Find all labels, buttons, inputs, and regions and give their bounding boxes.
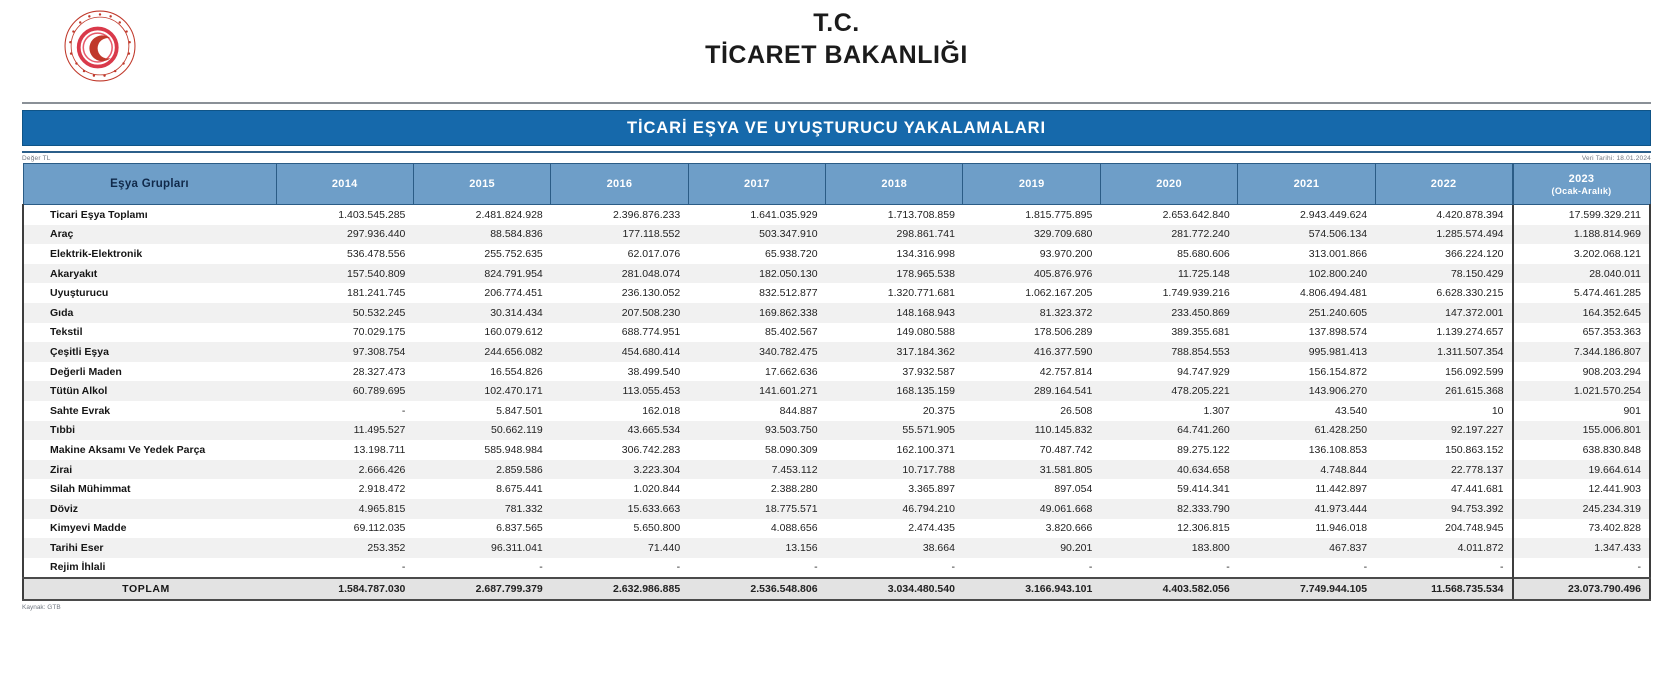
cell-2014: 70.029.175 xyxy=(352,326,406,339)
column-header-2023-sub: (Ocak-Aralık) xyxy=(1551,185,1612,196)
total-cell-2015: 2.687.799.379 xyxy=(413,578,550,600)
cell-2015: 5.847.501 xyxy=(496,404,543,417)
cell-2016: 43.665.534 xyxy=(627,424,681,437)
cell-2021: 61.428.250 xyxy=(1314,424,1368,437)
row-label: Araç xyxy=(50,228,74,241)
cell-2020: 788.854.553 xyxy=(1171,345,1230,358)
total-cell-2023: 23.073.790.496 xyxy=(1513,578,1650,600)
cell-2022: 147.372.001 xyxy=(1445,306,1504,319)
cell-2018: 2.474.435 xyxy=(908,522,955,535)
table-row xyxy=(23,381,1650,401)
cell-2020: 94.747.929 xyxy=(1177,365,1230,378)
table-row xyxy=(23,323,1650,343)
cell-2014: 13.198.711 xyxy=(353,443,406,456)
cell-2016: 281.048.074 xyxy=(621,267,681,280)
cell-2020: 1.307 xyxy=(1203,404,1230,417)
cell-2020: 1.749.939.216 xyxy=(1162,287,1230,300)
cell-2017: 2.388.280 xyxy=(770,483,818,496)
cell-2014: 60.789.695 xyxy=(352,385,406,398)
cell-2022: 366.224.120 xyxy=(1445,247,1504,260)
cell-2014: 4.965.815 xyxy=(358,502,406,515)
cell-2014: 28.327.473 xyxy=(352,365,406,378)
cell-2015: 102.470.171 xyxy=(484,385,543,398)
cell-2017: 93.503.750 xyxy=(765,424,818,437)
cell-2020: 40.634.658 xyxy=(1177,463,1230,476)
cell-2018: 317.184.362 xyxy=(896,345,955,358)
cell-2019: 1.062.167.205 xyxy=(1025,287,1093,300)
cell-2017: 169.862.338 xyxy=(759,306,818,319)
cell-2023: 3.202.068.121 xyxy=(1513,244,1650,264)
cell-2015: 88.584.836 xyxy=(490,228,543,241)
table-row xyxy=(23,421,1650,441)
row-label: Kimyevi Madde xyxy=(50,522,127,535)
cell-2021: 102.800.240 xyxy=(1308,267,1368,280)
cell-2014: - xyxy=(401,404,406,417)
cell-2020: 82.333.790 xyxy=(1177,502,1230,515)
cell-2019: 897.054 xyxy=(1054,483,1093,496)
cell-2021: 4.806.494.481 xyxy=(1299,287,1368,300)
cell-2016: 38.499.540 xyxy=(627,365,681,378)
cell-2021: 313.001.866 xyxy=(1308,247,1368,260)
total-cell-2021: 7.749.944.105 xyxy=(1238,578,1375,600)
report-banner xyxy=(22,110,1651,146)
cell-2023: 1.021.570.254 xyxy=(1513,381,1650,401)
cell-2023: 7.344.186.807 xyxy=(1513,342,1650,362)
cell-2022: 4.011.872 xyxy=(1457,541,1504,554)
table-row xyxy=(23,519,1650,539)
ministry-title-line1: T.C. xyxy=(813,9,860,37)
cell-2018: 46.794.210 xyxy=(902,502,955,515)
cell-2016: 113.055.453 xyxy=(622,385,681,398)
cell-2018: 1.320.771.681 xyxy=(887,287,955,300)
row-label: Zirai xyxy=(50,463,73,476)
row-label: Değerli Maden xyxy=(50,365,122,378)
row-label: Silah Mühimmat xyxy=(50,483,131,496)
total-cell-2019: 3.166.943.101 xyxy=(963,578,1100,600)
seizures-table-wrapper xyxy=(22,163,1651,601)
column-header-groups xyxy=(23,164,276,205)
cell-2023: 28.040.011 xyxy=(1513,264,1650,284)
cell-2017: 85.402.567 xyxy=(765,326,818,339)
cell-2023: 164.352.645 xyxy=(1513,303,1650,323)
cell-2018: 55.571.905 xyxy=(902,424,955,437)
ministry-title xyxy=(0,8,1673,72)
column-header-2022: 2022 xyxy=(1375,164,1512,205)
cell-2018: 162.100.371 xyxy=(896,443,955,456)
cell-2019: 416.377.590 xyxy=(1033,345,1093,358)
cell-2016: 62.017.076 xyxy=(627,247,681,260)
total-cell-2020: 4.403.582.056 xyxy=(1100,578,1237,600)
cell-2015: 16.554.826 xyxy=(490,365,543,378)
cell-2018: 37.932.587 xyxy=(902,365,955,378)
cell-2023: 19.664.614 xyxy=(1513,460,1650,480)
cell-2018: 10.717.788 xyxy=(902,463,955,476)
cell-2021: 574.506.134 xyxy=(1308,228,1368,241)
cell-2019: 329.709.680 xyxy=(1033,228,1093,241)
cell-2014: 50.532.245 xyxy=(352,306,406,319)
table-row xyxy=(23,205,1650,225)
cell-2019: 90.201 xyxy=(1060,541,1093,554)
cell-2022: 1.311.507.354 xyxy=(1437,345,1504,358)
cell-2017: 13.156 xyxy=(785,541,818,554)
cell-2022: 78.150.429 xyxy=(1450,267,1504,280)
column-header-2017: 2017 xyxy=(688,164,825,205)
cell-2016: 3.223.304 xyxy=(633,463,681,476)
cell-2022: 1.139.274.657 xyxy=(1436,326,1504,339)
note-right: Veri Tarihi: 18.01.2024 xyxy=(1581,155,1651,162)
cell-2023: 901 xyxy=(1513,401,1650,421)
column-header-2015: 2015 xyxy=(413,164,550,205)
cell-2017: 182.050.130 xyxy=(759,267,818,280)
cell-2020: 478.205.221 xyxy=(1171,385,1230,398)
cell-2014: 11.495.527 xyxy=(353,424,406,437)
cell-2020: - xyxy=(1226,561,1230,574)
cell-2015: 781.332 xyxy=(504,502,543,515)
cell-2016: 1.020.844 xyxy=(633,483,681,496)
table-row xyxy=(23,283,1650,303)
cell-2017: 844.887 xyxy=(779,404,818,417)
cell-2023: 657.353.363 xyxy=(1513,323,1650,343)
cell-2021: 137.898.574 xyxy=(1308,326,1368,339)
cell-2017: 503.347.910 xyxy=(759,228,818,241)
cell-2022: 1.285.574.494 xyxy=(1436,228,1504,241)
table-row xyxy=(23,342,1650,362)
cell-2022: 94.753.392 xyxy=(1450,502,1504,515)
row-label: Makine Aksamı Ve Yedek Parça xyxy=(50,443,206,456)
row-label: Tekstil xyxy=(50,326,83,339)
cell-2019: 49.061.668 xyxy=(1039,502,1093,515)
cell-2019: 81.323.372 xyxy=(1039,306,1093,319)
table-row xyxy=(23,401,1650,421)
column-header-2019: 2019 xyxy=(963,164,1100,205)
cell-2019: 26.508 xyxy=(1060,404,1093,417)
cell-2016: 177.118.552 xyxy=(622,228,681,241)
cell-2017: 7.453.112 xyxy=(771,463,818,476)
cell-2018: 298.861.741 xyxy=(896,228,955,241)
cell-2021: 156.154.872 xyxy=(1308,365,1368,378)
column-header-2023: 2023 (Ocak-Aralık) xyxy=(1513,164,1650,205)
cell-2023: 12.441.903 xyxy=(1513,479,1650,499)
cell-2014: 297.936.440 xyxy=(346,228,406,241)
cell-2015: - xyxy=(539,561,543,574)
cell-2019: 178.506.289 xyxy=(1033,326,1093,339)
cell-2015: 244.656.082 xyxy=(484,345,543,358)
cell-2018: 134.316.998 xyxy=(896,247,955,260)
note-left: Değer TL xyxy=(22,155,51,162)
cell-2019: 1.815.775.895 xyxy=(1025,208,1093,221)
total-cell-2022: 11.568.735.534 xyxy=(1375,578,1512,600)
cell-2023: 908.203.294 xyxy=(1513,362,1650,382)
cell-2016: 454.680.414 xyxy=(621,345,681,358)
table-body xyxy=(23,205,1650,601)
cell-2017: 18.775.571 xyxy=(765,502,818,515)
cell-2016: 71.440 xyxy=(648,541,681,554)
source-note: Kaynak: GTB xyxy=(22,604,61,612)
report-banner-title: TİCARİ EŞYA VE UYUŞTURUCU YAKALAMALARI xyxy=(627,118,1046,137)
cell-2018: 149.080.588 xyxy=(896,326,955,339)
cell-2016: 306.742.283 xyxy=(621,443,681,456)
cell-2020: 389.355.681 xyxy=(1171,326,1230,339)
cell-2014: - xyxy=(401,561,406,574)
cell-2018: 38.664 xyxy=(922,541,955,554)
column-header-2018: 2018 xyxy=(826,164,963,205)
cell-2015: 30.314.434 xyxy=(490,306,543,319)
cell-2015: 160.079.612 xyxy=(484,326,543,339)
cell-2020: 11.725.148 xyxy=(1177,267,1230,280)
header-divider xyxy=(22,102,1651,104)
cell-2014: 536.478.556 xyxy=(346,247,406,260)
cell-2021: 11.946.018 xyxy=(1315,522,1368,535)
cell-2017: 4.088.656 xyxy=(770,522,818,535)
cell-2020: 281.772.240 xyxy=(1171,228,1230,241)
cell-2015: 6.837.565 xyxy=(496,522,543,535)
table-row xyxy=(23,440,1650,460)
row-label: Çeşitli Eşya xyxy=(50,345,109,358)
cell-2014: 97.308.754 xyxy=(352,345,406,358)
cell-2019: 70.487.742 xyxy=(1039,443,1093,456)
seizures-table xyxy=(22,163,1651,601)
cell-2020: 85.680.606 xyxy=(1177,247,1230,260)
table-notes xyxy=(22,155,1651,162)
table-total-row xyxy=(23,578,1650,600)
cell-2014: 2.666.426 xyxy=(358,463,406,476)
cell-2015: 255.752.635 xyxy=(484,247,543,260)
cell-2015: 585.948.984 xyxy=(484,443,543,456)
row-label: Tarihi Eser xyxy=(50,541,104,554)
cell-2023: 638.830.848 xyxy=(1513,440,1650,460)
cell-2023: 155.006.801 xyxy=(1513,421,1650,441)
cell-2019: 405.876.976 xyxy=(1033,267,1093,280)
row-label: Rejim İhlali xyxy=(50,561,106,574)
cell-2016: 162.018 xyxy=(642,404,681,417)
cell-2016: - xyxy=(676,561,681,574)
cell-2021: 995.981.413 xyxy=(1308,345,1368,358)
cell-2021: 467.837 xyxy=(1329,541,1368,554)
total-label: TOPLAM xyxy=(23,578,276,600)
row-label: Ticari Eşya Toplamı xyxy=(50,208,148,221)
cell-2020: 64.741.260 xyxy=(1177,424,1230,437)
cell-2023: 17.599.329.211 xyxy=(1513,205,1650,225)
table-row xyxy=(23,538,1650,558)
row-label: Döviz xyxy=(50,502,79,515)
cell-2016: 236.130.052 xyxy=(621,287,681,300)
cell-2022: 4.420.878.394 xyxy=(1436,208,1504,221)
cell-2023: 245.234.319 xyxy=(1513,499,1650,519)
cell-2019: 3.820.666 xyxy=(1045,522,1093,535)
column-header-2020: 2020 xyxy=(1100,164,1237,205)
cell-2021: 136.108.853 xyxy=(1308,443,1368,456)
cell-2014: 157.540.809 xyxy=(346,267,406,280)
cell-2018: 1.713.708.859 xyxy=(887,208,955,221)
table-row xyxy=(23,499,1650,519)
cell-2020: 2.653.642.840 xyxy=(1162,208,1230,221)
cell-2022: 156.092.599 xyxy=(1445,365,1504,378)
page-header xyxy=(0,0,1673,96)
cell-2019: 42.757.814 xyxy=(1039,365,1093,378)
cell-2022: 47.441.681 xyxy=(1450,483,1504,496)
cell-2015: 2.859.586 xyxy=(496,463,543,476)
cell-2019: 93.970.200 xyxy=(1039,247,1093,260)
cell-2020: 89.275.122 xyxy=(1177,443,1230,456)
total-cell-2017: 2.536.548.806 xyxy=(688,578,825,600)
cell-2023: 1.347.433 xyxy=(1513,538,1650,558)
table-row xyxy=(23,225,1650,245)
cell-2015: 8.675.441 xyxy=(496,483,543,496)
cell-2014: 1.403.545.285 xyxy=(338,208,406,221)
cell-2019: 31.581.805 xyxy=(1039,463,1093,476)
cell-2021: - xyxy=(1363,561,1368,574)
row-label: Sahte Evrak xyxy=(50,404,111,417)
cell-2020: 233.450.869 xyxy=(1171,306,1230,319)
row-label: Tıbbi xyxy=(50,424,76,437)
row-label: Akaryakıt xyxy=(50,267,98,280)
table-header xyxy=(23,164,1650,205)
cell-2018: 168.135.159 xyxy=(896,385,955,398)
cell-2018: 3.365.897 xyxy=(908,483,955,496)
cell-2021: 2.943.449.624 xyxy=(1299,208,1368,221)
total-cell-2018: 3.034.480.540 xyxy=(826,578,963,600)
cell-2019: - xyxy=(1088,561,1093,574)
table-row xyxy=(23,244,1650,264)
cell-2021: 143.906.270 xyxy=(1308,385,1368,398)
total-cell-2016: 2.632.986.885 xyxy=(551,578,688,600)
table-row xyxy=(23,264,1650,284)
cell-2014: 69.112.035 xyxy=(353,522,406,535)
cell-2016: 15.633.663 xyxy=(627,502,681,515)
table-row xyxy=(23,460,1650,480)
cell-2016: 5.650.800 xyxy=(633,522,681,535)
table-row xyxy=(23,479,1650,499)
total-cell-2014: 1.584.787.030 xyxy=(276,578,413,600)
cell-2018: 20.375 xyxy=(922,404,955,417)
cell-2021: 11.442.897 xyxy=(1315,483,1368,496)
cell-2015: 206.774.451 xyxy=(484,287,543,300)
cell-2014: 2.918.472 xyxy=(358,483,406,496)
column-header-2014: 2014 xyxy=(276,164,413,205)
cell-2023: 1.188.814.969 xyxy=(1513,225,1650,245)
cell-2016: 2.396.876.233 xyxy=(613,208,681,221)
table-header-row xyxy=(23,164,1650,205)
cell-2019: 289.164.541 xyxy=(1033,385,1093,398)
cell-2022: - xyxy=(1500,561,1504,574)
cell-2022: 92.197.227 xyxy=(1450,424,1504,437)
cell-2015: 50.662.119 xyxy=(491,424,543,437)
cell-2020: 59.414.341 xyxy=(1177,483,1230,496)
cell-2020: 12.306.815 xyxy=(1177,522,1230,535)
table-row xyxy=(23,303,1650,323)
cell-2017: 1.641.035.929 xyxy=(750,208,818,221)
cell-2017: - xyxy=(814,561,818,574)
cell-2021: 43.540 xyxy=(1335,404,1368,417)
column-header-2016: 2016 xyxy=(551,164,688,205)
cell-2015: 824.791.954 xyxy=(484,267,543,280)
cell-2023: 73.402.828 xyxy=(1513,519,1650,539)
cell-2015: 96.311.041 xyxy=(491,541,543,554)
cell-2023: 5.474.461.285 xyxy=(1513,283,1650,303)
cell-2017: 141.601.271 xyxy=(759,385,818,398)
banner-underline xyxy=(22,151,1651,153)
cell-2022: 6.628.330.215 xyxy=(1436,287,1504,300)
cell-2017: 340.782.475 xyxy=(759,345,818,358)
cell-2022: 10 xyxy=(1491,404,1504,417)
cell-2016: 207.508.230 xyxy=(621,306,681,319)
cell-2021: 251.240.605 xyxy=(1308,306,1368,319)
row-label: Elektrik-Elektronik xyxy=(50,247,143,260)
row-label: Gıda xyxy=(50,306,74,319)
cell-2022: 22.778.137 xyxy=(1450,463,1504,476)
cell-2018: 148.168.943 xyxy=(896,306,955,319)
row-label: Uyuşturucu xyxy=(50,287,109,300)
column-header-groups-label: Eşya Grupları xyxy=(110,178,189,190)
cell-2022: 150.863.152 xyxy=(1445,443,1504,456)
cell-2015: 2.481.824.928 xyxy=(475,208,543,221)
cell-2017: 65.938.720 xyxy=(765,247,818,260)
cell-2021: 4.748.844 xyxy=(1320,463,1368,476)
ministry-title-line2: TİCARET BAKANLIĞI xyxy=(705,41,968,70)
cell-2021: 41.973.444 xyxy=(1314,502,1368,515)
cell-2014: 181.241.745 xyxy=(346,287,406,300)
cell-2019: 110.145.832 xyxy=(1034,424,1093,437)
table-row xyxy=(23,362,1650,382)
cell-2017: 17.662.636 xyxy=(765,365,818,378)
column-header-2021: 2021 xyxy=(1238,164,1375,205)
cell-2022: 261.615.368 xyxy=(1445,385,1504,398)
cell-2014: 253.352 xyxy=(367,541,406,554)
cell-2020: 183.800 xyxy=(1191,541,1230,554)
cell-2017: 832.512.877 xyxy=(759,287,818,300)
cell-2018: - xyxy=(951,561,955,574)
cell-2017: 58.090.309 xyxy=(765,443,818,456)
cell-2018: 178.965.538 xyxy=(896,267,955,280)
cell-2016: 688.774.951 xyxy=(621,326,681,339)
cell-2022: 204.748.945 xyxy=(1445,522,1504,535)
cell-2023: - xyxy=(1513,558,1650,579)
table-row xyxy=(23,558,1650,579)
row-label: Tütün Alkol xyxy=(50,385,108,398)
